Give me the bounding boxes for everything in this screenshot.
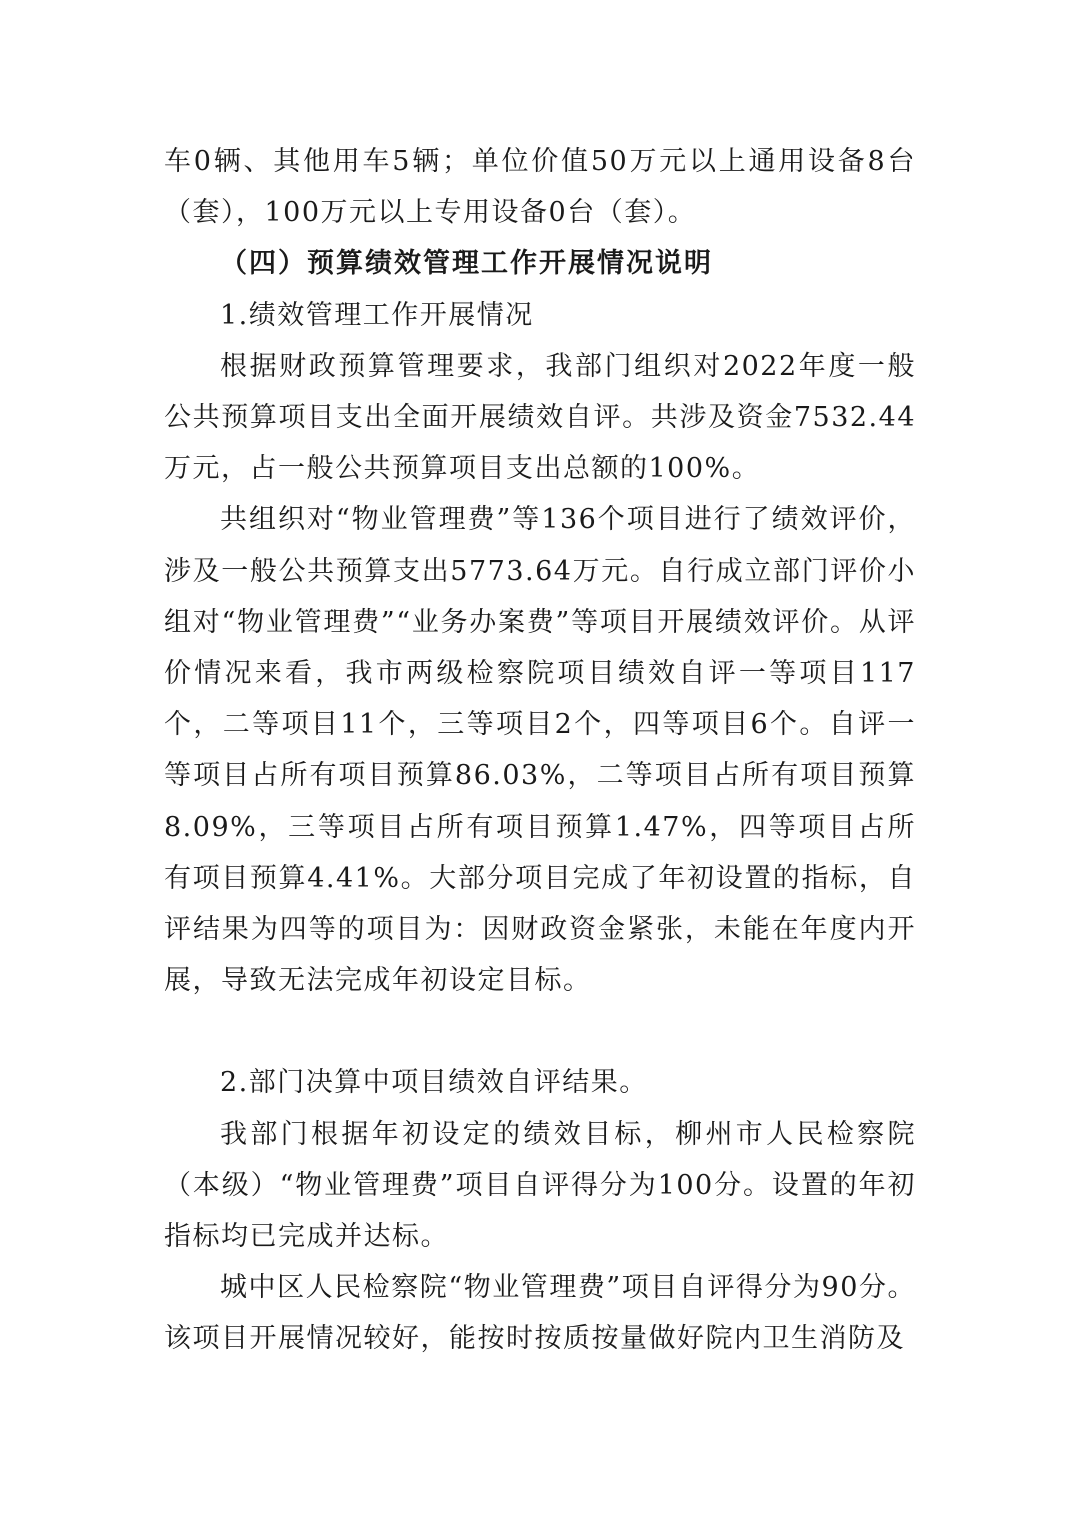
section-heading: （四）预算绩效管理工作开展情况说明 <box>220 248 713 280</box>
paragraph-self-evaluation: 根据财政预算管理要求，我部门组织对2022年度一般公共预算项目支出全面开展绩效自评。共涉及资金7532.44万元，占一般公共预算项目支出总额的100%。 <box>164 350 916 485</box>
paragraph-vehicles-equipment: 车0辆、其他用车5辆；单位价值50万元以上通用设备8台（套），100万元以上专用设备0台（套）。 <box>164 146 916 229</box>
subsection-heading-2: 2.部门决算中项目绩效自评结果。 <box>220 1067 648 1099</box>
paragraph-evaluation-results: 共组织对“物业管理费”等136个项目进行了绩效评价，涉及一般公共预算支出5773.64万元。自行成立部门评价小组对“物业管理费”“业务办案费”等项目开展绩效评价。从评价情况来看，我市两级检察院项目绩效自评一等项目117个，二等项目11个，三等项目2个，四等项目6个。自评一等项目占所有项目预算86.03%，二等项目占所有项目预算8.09%，三等项目占所有项目预算1.47%，四等项目占所有项目预算4.41%。大部分项目完成了年初设置的指标，自评结果为四等的项目为：因财政资金紧张，未能在年度内开展，导致无法完成年初设定目标。 <box>164 504 916 997</box>
paragraph-city-procuratorate: 我部门根据年初设定的绩效目标，柳州市人民检察院（本级）“物业管理费”项目自评得分为100分。设置的年初指标均已完成并达标。 <box>164 1118 916 1253</box>
subsection-heading-1: 1.绩效管理工作开展情况 <box>220 299 534 331</box>
document-body <box>164 136 916 1365</box>
paragraph-chengzhong-procuratorate: 城中区人民检察院“物业管理费”项目自评得分为90分。该项目开展情况较好，能按时按质按量做好院内卫生消防及 <box>164 1272 916 1355</box>
